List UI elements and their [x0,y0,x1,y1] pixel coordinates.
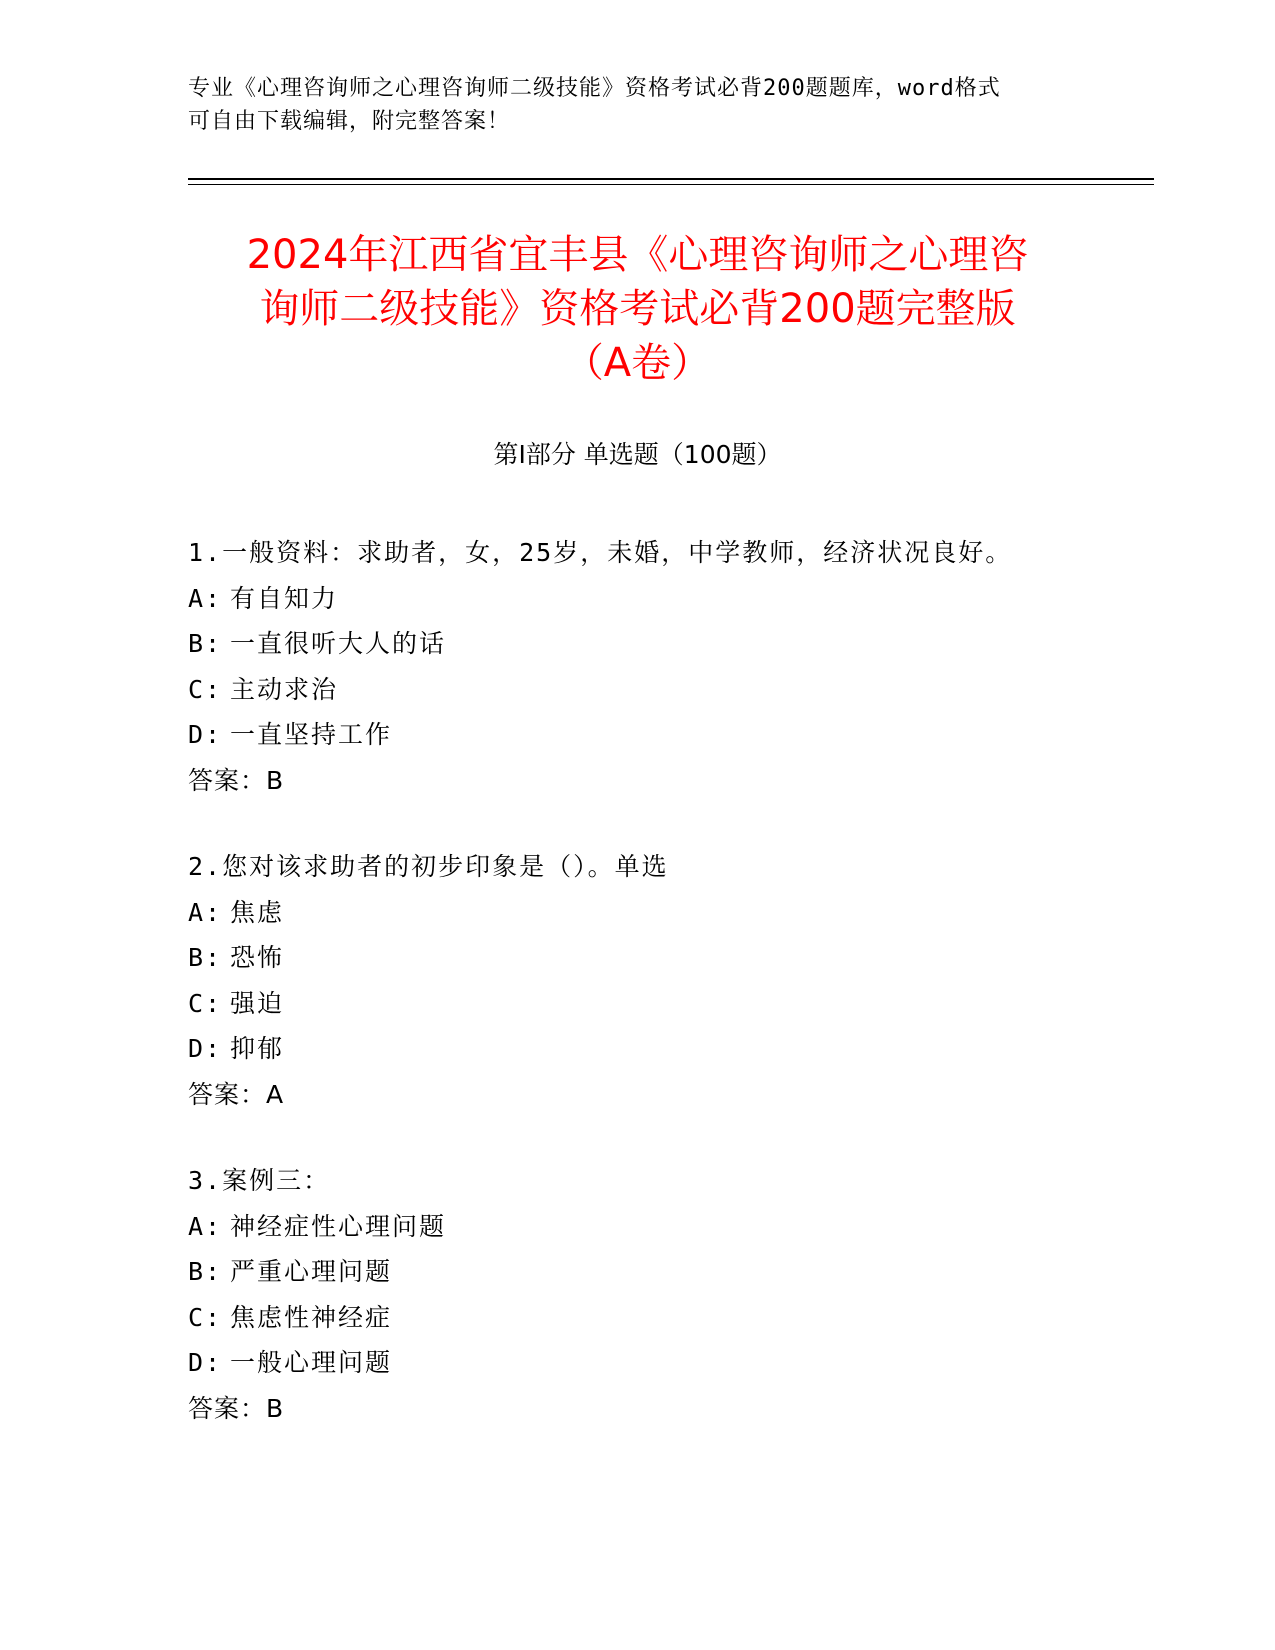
option-text: 恐怖 [230,943,285,972]
option-text: 一直坚持工作 [230,720,393,749]
document-title [160,228,1115,390]
header-divider-thin [188,184,1154,185]
option-d [188,712,1148,758]
option-letter: A: [188,897,223,927]
option-b [188,621,1148,667]
question-stem: 1.一般资料：求助者，女，25岁，未婚，中学教师，经济状况良好。 [188,538,1013,567]
option-text: 有自知力 [230,583,339,613]
option-c [188,1295,1148,1341]
question-stem: 2.您对该求助者的初步印象是（）。单选 [188,852,669,881]
question-stem: 3.案例三： [188,1166,331,1195]
question-list [188,530,1148,1472]
option-d [188,1026,1148,1072]
option-d [188,1340,1148,1386]
question-item [188,1158,1148,1431]
section-heading: 第Ⅰ部分 单选题（100题） [493,440,782,469]
option-letter: A: [188,583,223,613]
option-letter: D: [188,720,223,749]
option-a [188,890,1148,936]
option-b [188,935,1148,981]
option-letter: C: [188,1302,223,1332]
question-item [188,530,1148,803]
title-line3: （A卷） [563,340,712,386]
option-c [188,981,1148,1027]
option-text: 神经症性心理问题 [230,1211,447,1241]
header-note-line2: 可自由下载编辑，附完整答案！ [188,109,511,134]
option-text: 抑郁 [230,1034,285,1063]
option-letter: D: [188,1034,223,1063]
option-text: 主动求治 [230,674,339,704]
option-text: 一直很听大人的话 [230,629,447,658]
option-b [188,1249,1148,1295]
title-line1: 2024年江西省宜丰县《心理咨询师之心理咨 [246,232,1029,278]
option-letter: C: [188,988,223,1018]
option-letter: B: [188,1257,223,1286]
header-note-line1: 专业《心理咨询师之心理咨询师二级技能》资格考试必背200题题库，word格式 [188,76,1001,101]
option-a [188,576,1148,622]
option-letter: A: [188,1211,223,1241]
option-text: 一般心理问题 [230,1348,393,1377]
answer-line: 答案：A [188,1079,285,1109]
option-text: 强迫 [230,988,285,1018]
header-note [188,72,1068,138]
header-divider-thick [188,178,1154,180]
option-letter: B: [188,629,223,658]
question-item [188,844,1148,1117]
option-c [188,667,1148,713]
option-letter: C: [188,674,223,704]
option-letter: D: [188,1348,223,1377]
answer-line: 答案：B [188,1393,285,1423]
answer-line: 答案：B [188,765,285,795]
option-a [188,1204,1148,1250]
option-text: 严重心理问题 [230,1257,393,1286]
option-text: 焦虑 [230,897,285,927]
option-text: 焦虑性神经症 [230,1302,393,1332]
option-letter: B: [188,943,223,972]
title-line2: 询师二级技能》资格考试必背200题完整版 [259,286,1016,332]
